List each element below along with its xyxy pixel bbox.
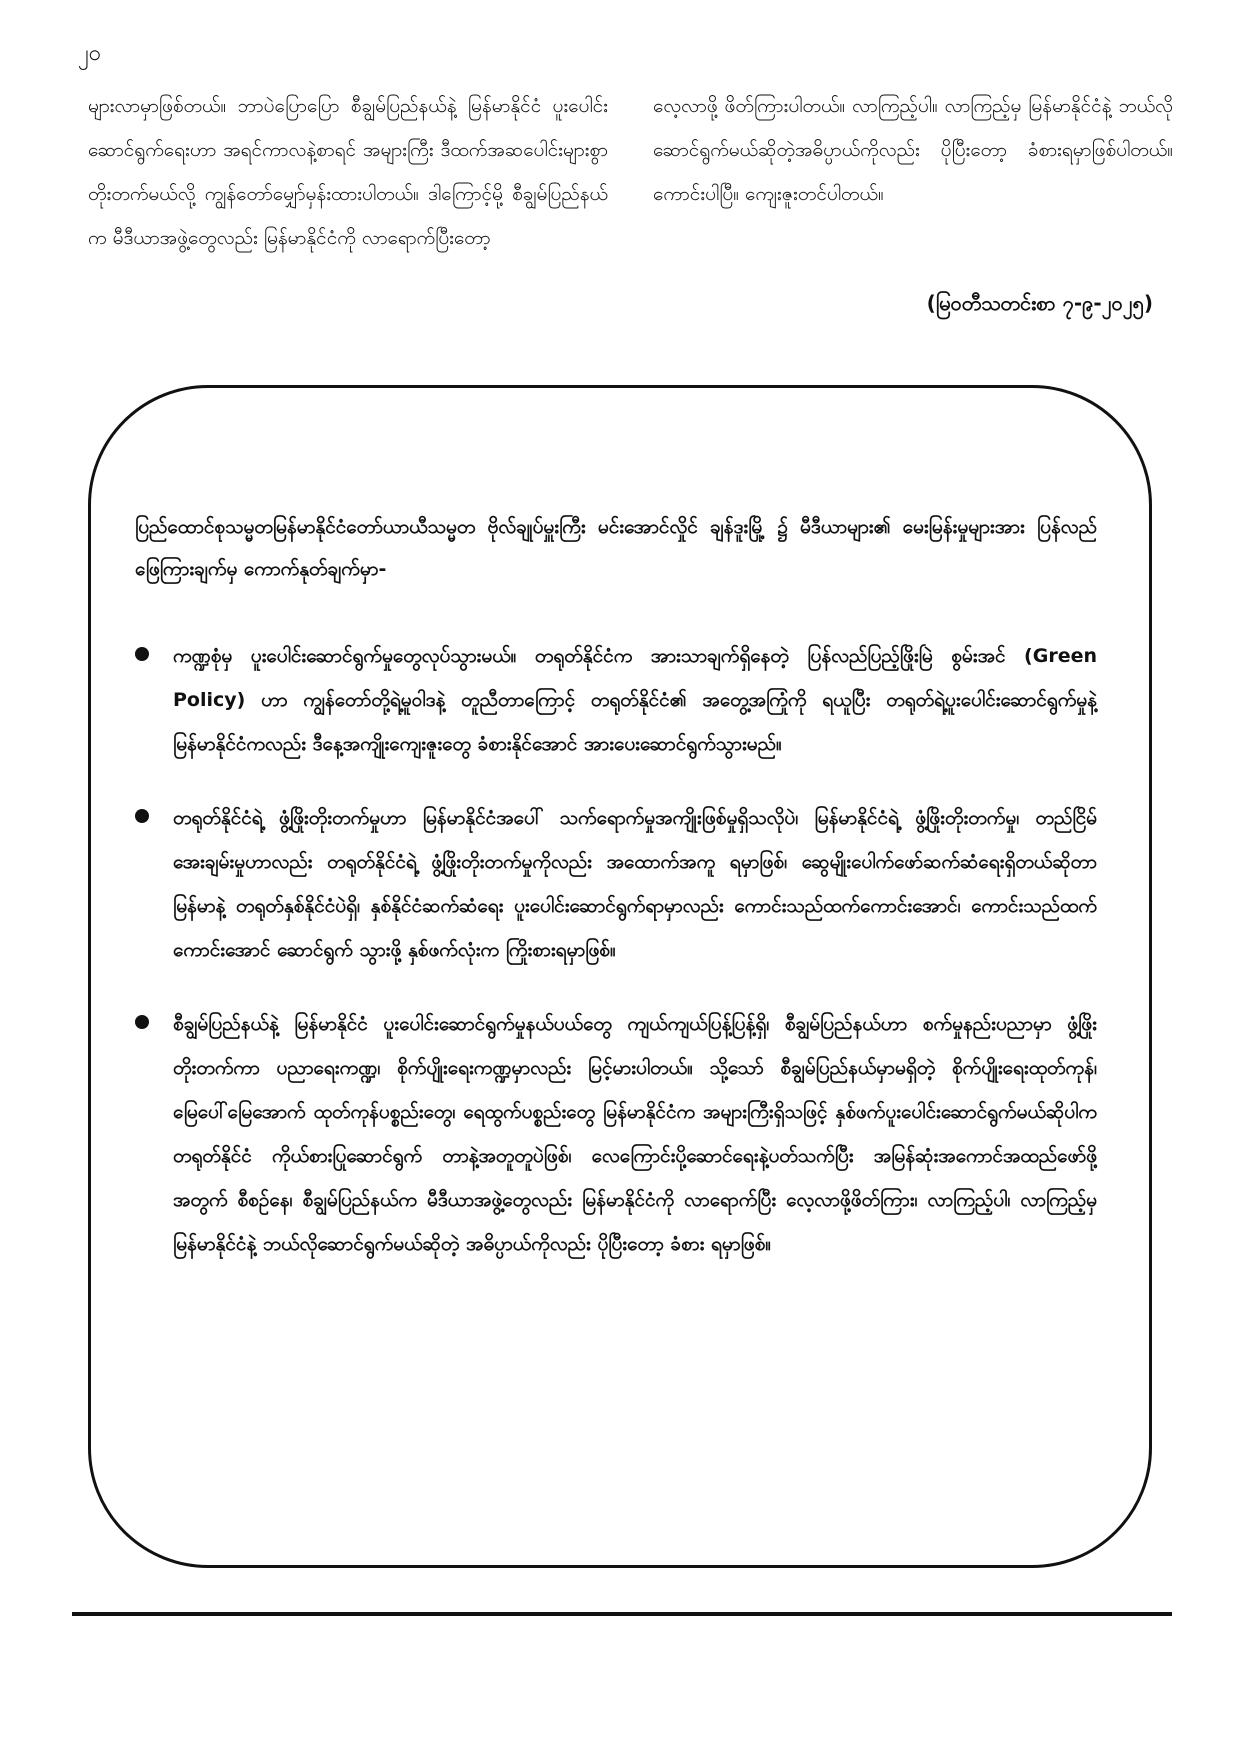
bullet-dot-icon (135, 809, 149, 823)
article-paragraph-right: လေ့လာဖို့ ဖိတ်ကြားပါတယ်။ လာကြည့်ပါ။ လာကြည့်မှ မြန်မာနိုင်ငံနဲ့ ဘယ်လိုဆောင်ရွက်မယ်ဆိုတဲ့အဓိပ္ပာယ်ကိုလည်း ပိုပြီးတော့ ခံစားရမှာဖြစ်ပါတယ်။ ကောင်းပါပြီ။ ကျေးဇူးတင်ပါတယ်။ (653, 95, 1173, 205)
article-column-right (653, 84, 1173, 216)
bullet-text: စီချွမ်ပြည်နယ်နဲ့ မြန်မာနိုင်ငံ ပူးပေါင်းဆောင်ရွက်မှုနယ်ပယ်တွေ ကျယ်ကျယ်ပြန့်ပြန့်ရှိ၊ စီချွမ်ပြည်နယ်ဟာ စက်မှုနည်းပညာမှာ ဖွံ့ဖြိုးတိုးတက်ကာ ပညာရေးကဏ္ဍ၊ စိုက်ပျိုးရေးကဏ္ဍမှာလည်း မြင့်မားပါတယ်။ သို့သော် စီချွမ်ပြည်နယ်မှာမရှိတဲ့ စိုက်ပျိုးရေးထုတ်ကုန်၊ မြေပေါ်မြေအောက် ထုတ်ကုန်ပစ္စည်းတွေ၊ ရေထွက်ပစ္စည်းတွေ မြန်မာနိုင်ငံက အများကြီးရှိသဖြင့် နှစ်ဖက်ပူးပေါင်းဆောင်ရွက်မယ်ဆိုပါက တရုတ်နိုင်ငံ ကိုယ်စားပြုဆောင်ရွက် တာနဲ့အတူတူပဲဖြစ်၊ လေကြောင်းပို့ဆောင်ရေးနဲ့ပတ်သက်ပြီး အမြန်ဆုံးအကောင်အထည်ဖော်ဖို့အတွက် စီစဉ်နေ၊ စီချွမ်ပြည်နယ်က မီဒီယာအဖွဲ့တွေလည်း မြန်မာနိုင်ငံကို လာရောက်ပြီး လေ့လာဖို့ဖိတ်ကြား၊ လာကြည့်ပါ၊ လာကြည့်မှ မြန်မာနိုင်ငံနဲ့ ဘယ်လိုဆောင်ရွက်မယ်ဆိုတဲ့ အဓိပ္ပာယ်ကိုလည်း ပိုပြီးတော့ ခံစား ရမှာဖြစ်။ (173, 1013, 1097, 1255)
page-number: ၂၀ (78, 41, 102, 66)
article-column-left (88, 84, 608, 260)
article-paragraph-left: များလာမှာဖြစ်တယ်။ ဘာပဲပြောပြော စီချွမ်ပြည်နယ်နဲ့ မြန်မာနိုင်ငံ ပူးပေါင်းဆောင်ရွက်ရေးဟာ အရင်ကာလနဲ့စာရင် အများကြီး ဒီထက်အဆပေါင်းများစွာ တိုးတက်မယ်လို့ ကျွန်တော်မျှော်မှန်းထားပါတယ်။ ဒါကြောင့်မို့ စီချွမ်ပြည်နယ်က မီဒီယာအဖွဲ့တွေလည်း မြန်မာနိုင်ငံကို လာရောက်ပြီးတော့ (88, 95, 608, 249)
bullet-dot-icon (135, 647, 149, 661)
bullet-text: တရုတ်နိုင်ငံရဲ့ ဖွံ့ဖြိုးတိုးတက်မှုဟာ မြန်မာနိုင်ငံအပေါ် သက်ရောက်မှုအကျိုးဖြစ်မှုရှိသလိုပဲ၊ မြန်မာနိုင်ငံရဲ့ ဖွံ့ဖြိုးတိုးတက်မှု၊ တည်ငြိမ်အေးချမ်းမှုဟာလည်း တရုတ်နိုင်ငံရဲ့ ဖွံ့ဖြိုးတိုးတက်မှုကိုလည်း အထောက်အကူ ရမှာဖြစ်၊ ဆွေမျိုးပေါက်ဖော်ဆက်ဆံရေးရှိတယ်ဆိုတာ မြန်မာနဲ့ တရုတ်နှစ်နိုင်ငံပဲရှိ၊ နှစ်နိုင်ငံဆက်ဆံရေး ပူးပေါင်းဆောင်ရွက်ရာမှာလည်း ကောင်းသည်ထက်ကောင်းအောင်၊ ကောင်းသည်ထက်ကောင်းအောင် ဆောင်ရွက် သွားဖို့ နှစ်ဖက်လုံးက ကြိုးစားရမှာဖြစ်။ (173, 807, 1097, 961)
source-citation: (မြဝတီသတင်းစာ ၇-၉-၂၀၂၅) (926, 291, 1153, 315)
bullet-text: ကဏ္ဍစုံမှ ပူးပေါင်းဆောင်ရွက်မှုတွေလုပ်သွားမယ်။ တရုတ်နိုင်ငံက အားသာချက်ရှိနေတဲ့ ပြန်လည်ပြည့်ဖြိုးမြဲ စွမ်းအင် (Green Policy) ဟာ ကျွန်တော်တို့ရဲ့မူဝါဒနဲ့ တူညီတာကြောင့် တရုတ်နိုင်ငံ၏ အတွေ့အကြုံကို ရယူပြီး တရုတ်ရဲ့ပူးပေါင်းဆောင်ရွက်မှုနဲ့ မြန်မာနိုင်ငံကလည်း ဒီနေ့အကျိုးကျေးဇူးတွေ ခံစားနိုင်အောင် အားပေးဆောင်ရွက်သွားမည်။ (173, 645, 1097, 755)
excerpt-box (88, 385, 1152, 1568)
footer-divider (72, 1612, 1172, 1616)
excerpt-bullet-item (135, 796, 1097, 972)
excerpt-bullet-list (135, 634, 1097, 1266)
excerpt-bullet-item (135, 1002, 1097, 1266)
excerpt-bullet-item (135, 634, 1097, 766)
excerpt-intro: ပြည်ထောင်စုသမ္မတမြန်မာနိုင်ငံတော်ယာယီသမ္မတ ဗိုလ်ချုပ်မှူးကြီး မင်းအောင်လှိုင် ချန်ဒူးမြို့ ၌ မီဒီယာများ၏ မေးမြန်းမှုများအား ပြန်လည်ဖြေကြားချက်မှ ကောက်နုတ်ချက်မှာ- (135, 516, 1097, 580)
bullet-dot-icon (135, 1015, 149, 1029)
